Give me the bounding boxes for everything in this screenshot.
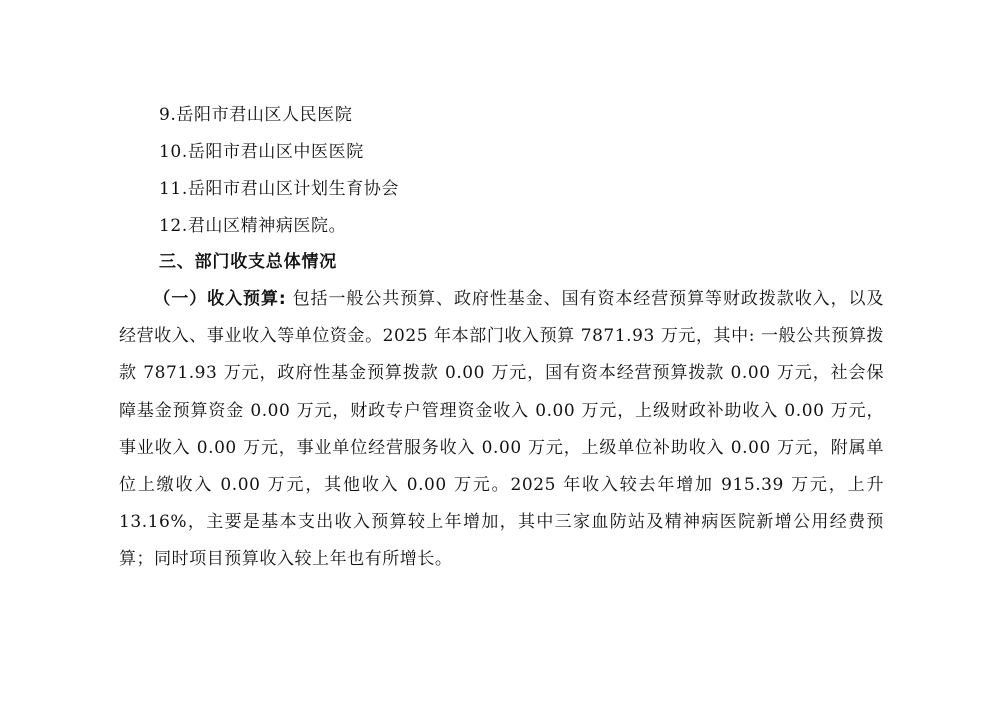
list-item: 12.君山区精神病医院。	[159, 216, 347, 236]
list-item: 9.岳阳市君山区人民医院	[159, 105, 353, 125]
list-item: 10.岳阳市君山区中医医院	[159, 142, 364, 162]
paragraph-body: 包括一般公共预算、政府性基金、国有资本经营预算等财政拨款收入，以及经营收入、事业收入等单位资金。2025 年本部门收入预算 7871.93 万元，其中: 一般公共预算拨款 7871.93 万元，政府性基金预算拨款 0.00 万元，国有资本经营预算拨款 0.00 万元，社会保障基金预算资金 0.00 万元，财政专户管理资金收入 0.00 万元，上级财政补助收入 0.00 万元，事业收入 0.00 万元，事业单位经营服务收入 0.00 万元，上级单位补助收入 0.00 万元，附属单位上缴收入 0.00 万元，其他收入 0.00 万元。2025 年收入较去年增加 915.39 万元，上升 13.16%，主要是基本支出收入预算较上年增加，其中三家血防站及精神病医院新增公用经费预算；同时项目预算收入较上年也有所增长。	[119, 289, 884, 570]
paragraph-lead: （一）收入预算:	[153, 289, 287, 309]
list-item: 11.岳阳市君山区计划生育协会	[159, 179, 400, 199]
income-budget-paragraph	[119, 281, 884, 579]
section-heading: 三、部门收支总体情况	[159, 252, 337, 272]
